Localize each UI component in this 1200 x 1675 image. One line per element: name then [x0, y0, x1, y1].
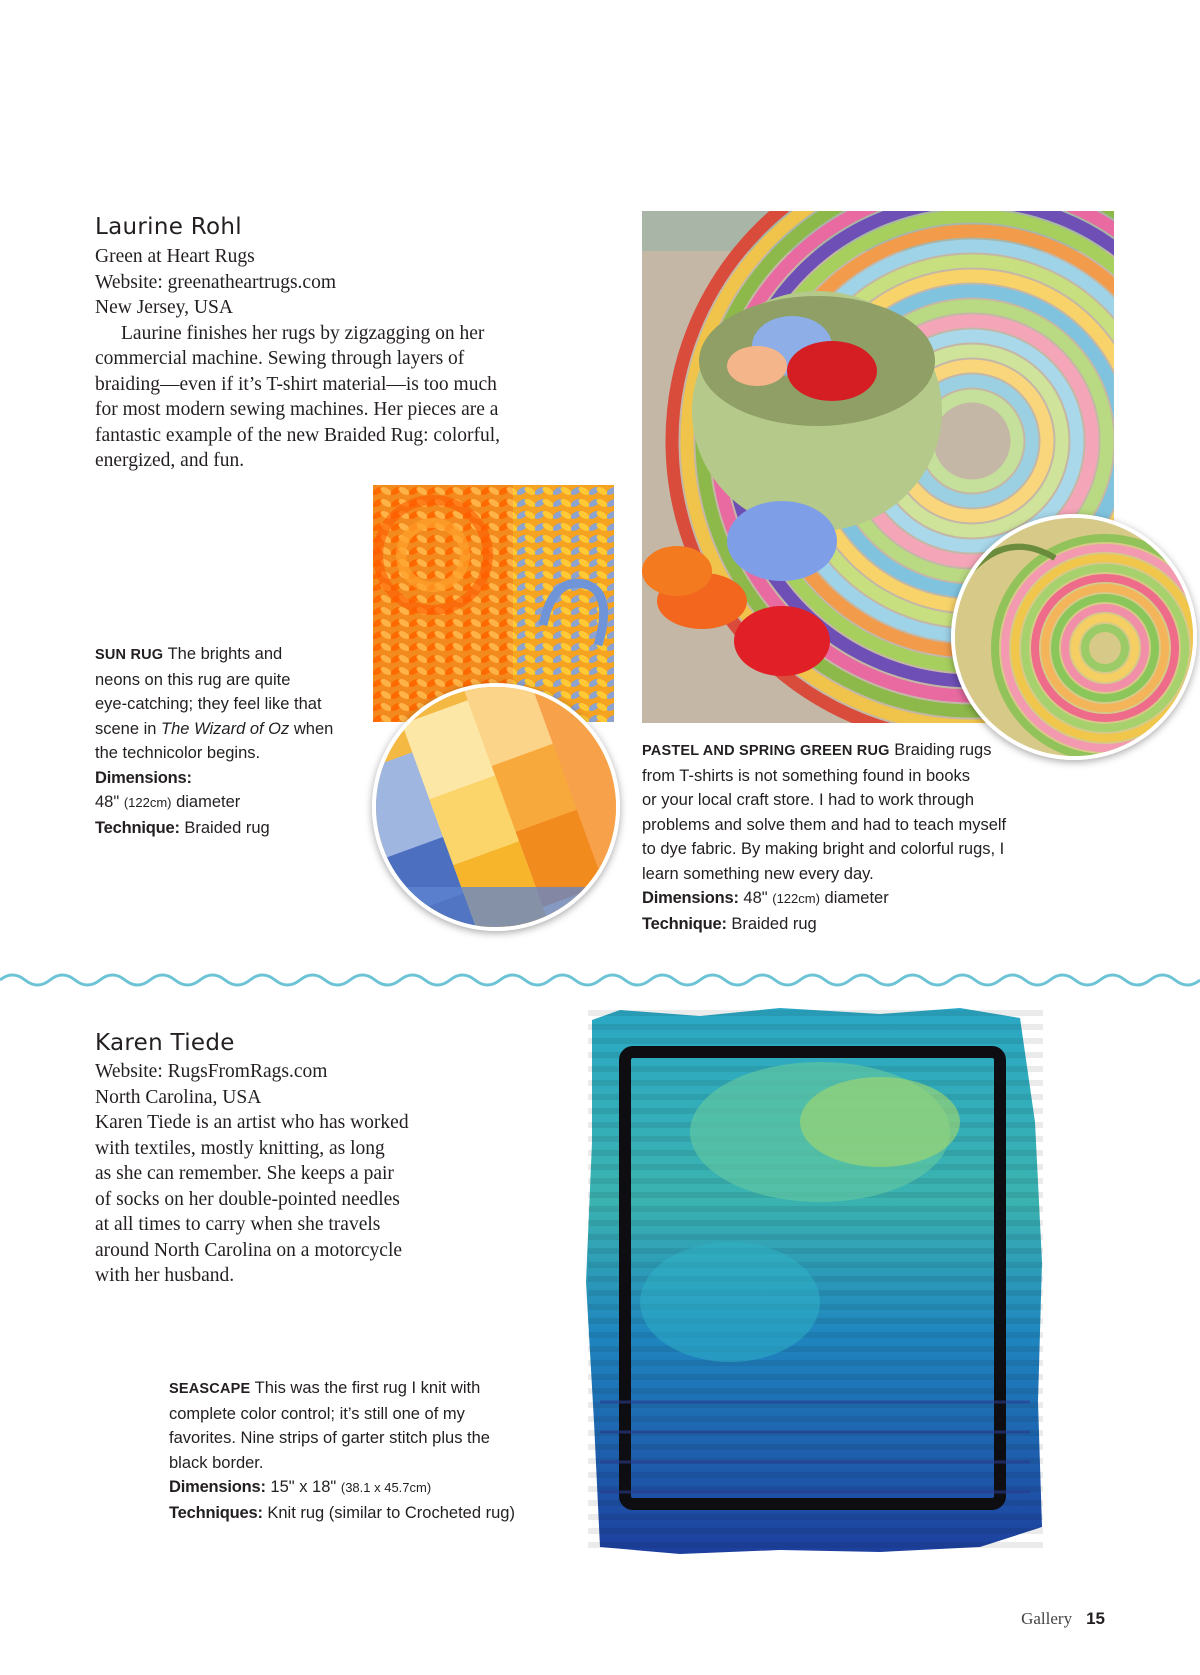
artist2-bio-line: of socks on her double-pointed needles — [95, 1188, 400, 1210]
artist-name-laurine-rohl: Laurine Rohl — [95, 214, 242, 240]
artist2-bio-line: as she can remember. She keeps a pair — [95, 1163, 394, 1184]
page-footer — [1021, 1609, 1105, 1629]
artist1-location: New Jersey, USA — [95, 297, 233, 318]
artist1-bio-line: fantastic example of the new Braided Rug: colorful, — [95, 424, 501, 446]
artist1-bio-line: for most modern sewing machines. Her pieces are a — [95, 399, 499, 420]
pastel-rug-technique-label: Technique: — [642, 914, 727, 933]
pastel-rug-caption: PASTEL AND SPRING GREEN RUG Braiding rugs from T-shirts is not something found in books or your local craft store. I had to work through problems and solve them and had to teach myself to dye fabric. By making bright and colorful rugs, I learn something new every day. Dimensions: 48" (122cm) diameter Technique: Braided rug — [642, 741, 1007, 933]
sun-rug-caption: SUN RUG The brights and neons on this rug are quite eye-catching; they feel like that scene in The Wizard of Oz when the technicolor begins. Dimensions: 48" (122cm) diameter Technique: Braided rug — [95, 645, 334, 837]
sun-rug-dimensions-label: Dimensions: — [95, 768, 192, 787]
sun-rug-title: SUN RUG — [95, 647, 164, 663]
artist-name-karen-tiede: Karen Tiede — [95, 1030, 235, 1056]
artist1-bio-line: commercial machine. Sewing through layers of — [95, 348, 465, 369]
section-name: Gallery — [1021, 1609, 1073, 1628]
page-number: 15 — [1086, 1609, 1105, 1628]
rug-detail-photo — [951, 514, 1197, 760]
artist1-company: Green at Heart Rugs — [95, 246, 255, 267]
pastel-rug-dimensions-label: Dimensions: — [642, 889, 739, 907]
wave-divider — [0, 970, 1200, 990]
seascape-technique-label: Techniques: — [169, 1503, 263, 1522]
seascape-dimensions-label: Dimensions: — [169, 1478, 266, 1496]
seascape-title: SEASCAPE — [169, 1381, 251, 1397]
artist1-bio-line: energized, and fun. — [95, 450, 245, 471]
artist2-bio-line: at all times to carry when she travels — [95, 1214, 381, 1235]
artist2-bio-line: with her husband. — [95, 1265, 235, 1286]
artist2-bio-line: Karen Tiede is an artist who has worked — [95, 1112, 409, 1133]
seascape-rug-photo — [580, 1002, 1050, 1562]
seascape-caption: SEASCAPE This was the first rug I knit with complete color control; it’s still one of my favorites. Nine strips of garter stitch plus the black border. Dimensions: 15" x 18" (38.1 x 45.7cm) Techniques: Knit rug (similar to Crocheted rug) — [169, 1379, 515, 1522]
artist2-location: North Carolina, USA — [95, 1086, 262, 1108]
sun-rug-technique-label: Technique: — [95, 818, 180, 837]
film-title: The Wizard of Oz — [161, 719, 290, 738]
artist2-bio-line: around North Carolina on a motorcycle — [95, 1239, 403, 1261]
artist1-bio-line: braiding—even if it’s T-shirt material—is too much — [95, 373, 497, 395]
artist1-website: Website: greenatheartrugs.com — [95, 271, 336, 293]
artist1-bio-block — [95, 244, 500, 474]
paint-swatches-photo — [372, 683, 620, 931]
artist1-bio-line: Laurine finishes her rugs by zigzagging on her — [121, 322, 485, 344]
pastel-rug-title: PASTEL AND SPRING GREEN RUG — [642, 743, 890, 759]
artist2-website: Website: RugsFromRags.com — [95, 1061, 328, 1082]
artist2-bio-line: with textiles, mostly knitting, as long — [95, 1137, 385, 1159]
artist2-bio-block — [95, 1059, 409, 1289]
